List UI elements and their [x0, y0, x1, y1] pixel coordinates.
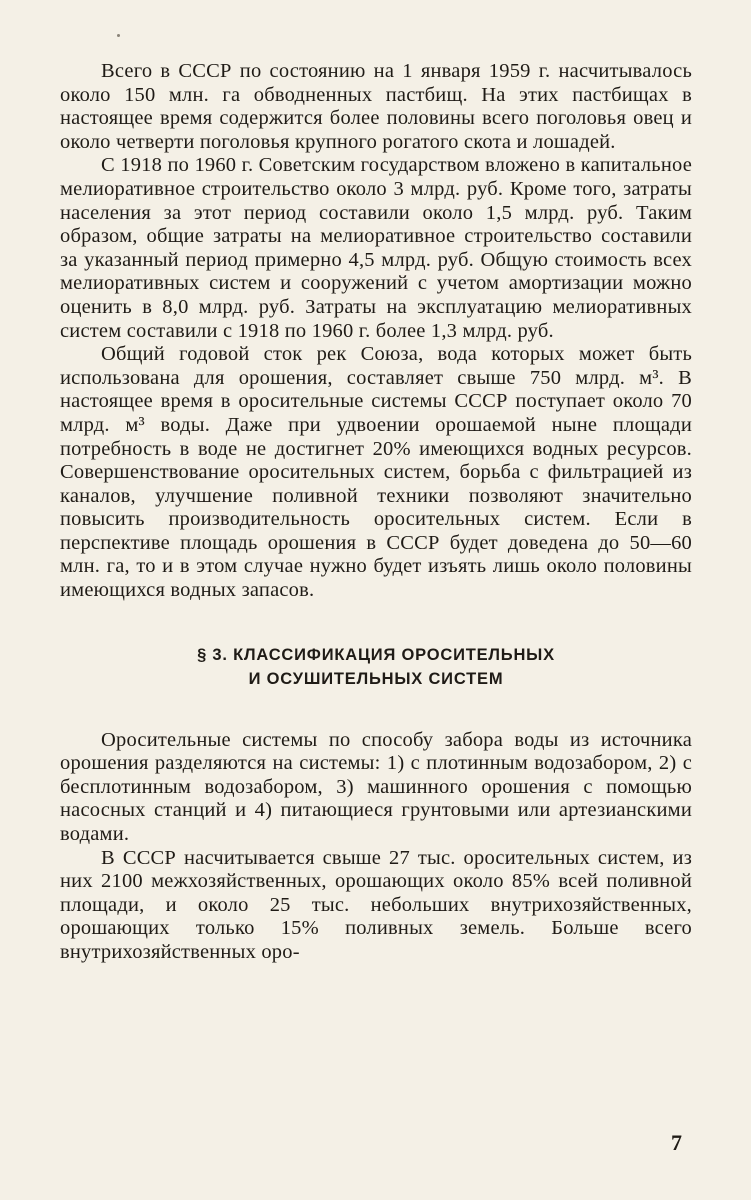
section-heading — [60, 643, 692, 691]
paragraph-system-counts: В СССР насчитывается свыше 27 тыс. оросительных систем, из них 2100 межхозяйственных, орошающих около 85% всей поливной площади, и около 25 тыс. небольших внутрихозяйственных, орошающих только 15% поливных земель. Больше всего внутрихозяйственных оро- — [60, 846, 692, 963]
page-body — [60, 60, 692, 965]
print-speck — [117, 34, 120, 37]
paragraph-pastures: Всего в СССР по состоянию на 1 января 1959 г. насчитывалось около 150 млн. га обводненных пастбищ. На этих пастбищах в настоящее время содержится более половины всего поголовья овец и около четверти поголовья крупного рогатого скота и лошадей. — [60, 60, 692, 153]
paragraph-system-types: Оросительные системы по способу забора воды из источника орошения разделяются на системы: 1) с плотинным водозабором, 2) с бесплотинным водозабором, 3) машинного орошения с помощью насосных станций и 4) питающиеся грунтовыми или артезианскими водами. — [60, 728, 692, 846]
section-heading-line-2: И ОСУШИТЕЛЬНЫХ СИСТЕМ — [248, 669, 504, 688]
page-number: 7 — [671, 1130, 682, 1155]
paragraph-investments: С 1918 по 1960 г. Советским государством вложено в капитальное мелиоративное строительство около 3 млрд. руб. Кроме того, затраты населения за этот период составили около 1,5 млрд. руб. Таким образом, общие затраты на мелиоративное строительство составили за указанный период примерно 4,5 млрд. руб. Общую стоимость всех мелиоративных систем и сооружений с учетом амортизации можно оценить в 8,0 млрд. руб. Затраты на эксплуатацию мелиоративных систем составили с 1918 по 1960 г. более 1,3 млрд. руб. — [60, 154, 692, 342]
paragraph-water-resources: Общий годовой сток рек Союза, вода которых может быть использована для орошения, составляет свыше 750 млрд. м³. В настоящее время в оросительные системы СССР поступает около 70 млрд. м³ воды. Даже при удвоении орошаемой ныне площади потребность в воде не достигнет 20% имеющихся водных ресурсов. Совершенствование оросительных систем, борьба с фильтрацией из каналов, улучшение поливной техники позволяют значительно повысить производительность оросительных систем. Если в перспективе площадь орошения в СССР будет доведена до 50—60 млн. га, то и в этом случае нужно будет изъять лишь около половины имеющихся водных запасов. — [60, 343, 692, 602]
section-heading-line-1: § 3. КЛАССИФИКАЦИЯ ОРОСИТЕЛЬНЫХ — [197, 645, 555, 664]
